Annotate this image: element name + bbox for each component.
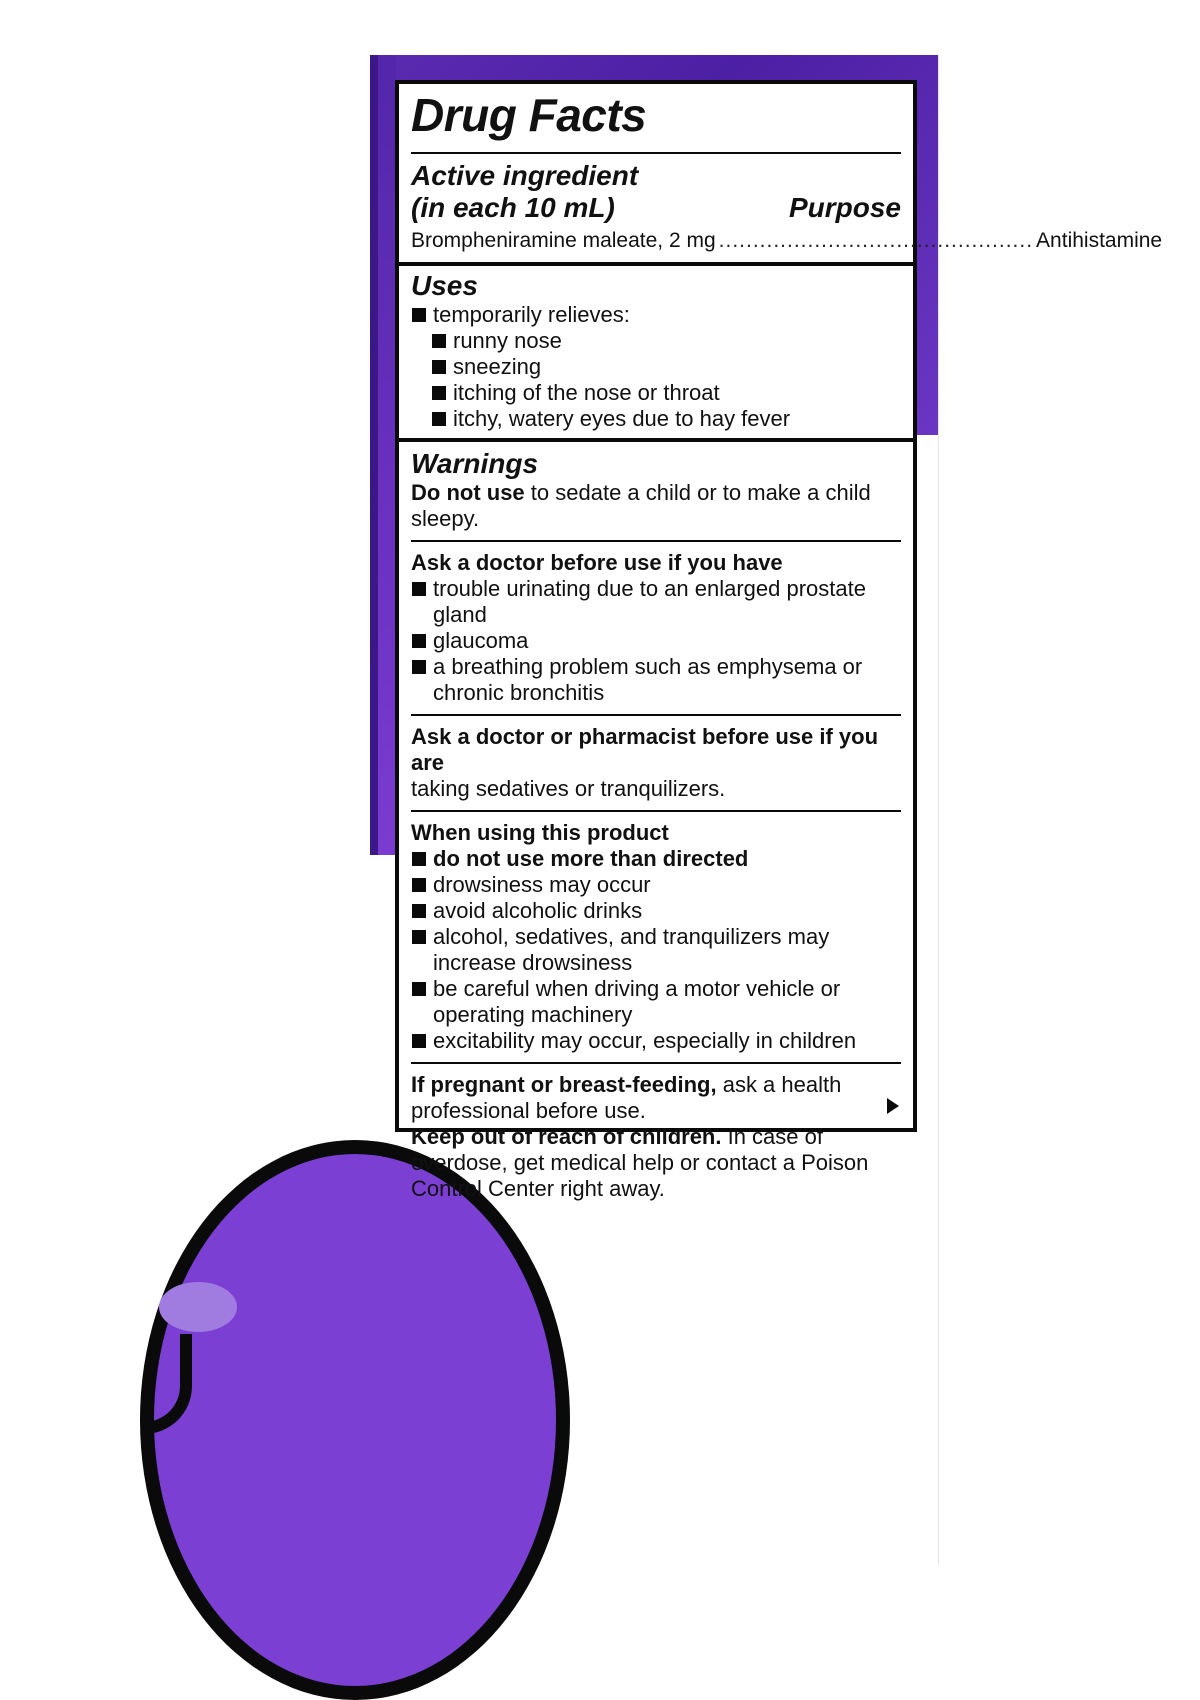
- keep-out-text: In case of overdose, get medical help or contact a Poison Control Center right away.: [411, 1124, 869, 1201]
- uses-item: itching of the nose or throat: [453, 380, 720, 405]
- list-item: [411, 380, 901, 406]
- warning-divider: [411, 1062, 901, 1064]
- warning-divider: [411, 810, 901, 812]
- do-not-use-text: to sedate a child or to make a child sleepy.: [411, 480, 871, 531]
- ask-doctor-item: a breathing problem such as emphysema or chronic bronchitis: [433, 654, 863, 705]
- when-using-item: drowsiness may occur: [433, 872, 651, 897]
- mascot-highlight: [159, 1282, 237, 1332]
- purple-left-shadow: [370, 55, 378, 855]
- warnings-section: [411, 442, 901, 1202]
- uses-item: itchy, watery eyes due to hay fever: [453, 406, 791, 431]
- list-item: [411, 576, 901, 628]
- list-item: [411, 924, 901, 976]
- list-item: [411, 654, 901, 706]
- square-bullet-icon: [412, 904, 426, 918]
- square-bullet-icon: [432, 412, 446, 426]
- list-item: [411, 976, 901, 1028]
- list-item: [411, 406, 901, 432]
- uses-item: sneezing: [453, 354, 542, 379]
- warning-divider: [411, 714, 901, 716]
- when-using-heading: When using this product: [411, 820, 669, 845]
- ingredient-name: Brompheniramine maleate, 2 mg: [411, 229, 716, 252]
- square-bullet-icon: [432, 334, 446, 348]
- ask-pharmacist-heading: Ask a doctor or pharmacist before use if you are: [411, 724, 879, 775]
- ask-doctor-heading: Ask a doctor before use if you have: [411, 550, 783, 575]
- active-ingredient-subheading: (in each 10 mL): [411, 192, 615, 223]
- square-bullet-icon: [412, 634, 426, 648]
- square-bullet-icon: [432, 360, 446, 374]
- square-bullet-icon: [412, 982, 426, 996]
- list-item: [411, 846, 901, 872]
- do-not-use-line: [411, 480, 901, 532]
- pregnancy-text: ask a health professional before use.: [411, 1072, 842, 1123]
- when-using-item: avoid alcoholic drinks: [433, 898, 643, 923]
- uses-item: runny nose: [453, 328, 562, 353]
- mascot-area: [370, 1140, 938, 1565]
- ask-pharmacist-text: taking sedatives or tranquilizers.: [411, 776, 726, 801]
- list-item: [411, 872, 901, 898]
- leader-dots: ..............................................: [718, 229, 1034, 252]
- grape-mascot-icon: [140, 1140, 570, 1700]
- uses-heading: Uses: [411, 270, 478, 301]
- square-bullet-icon: [412, 878, 426, 892]
- active-heading-row: [411, 192, 901, 224]
- ask-doctor-item: glaucoma: [433, 628, 529, 653]
- warnings-heading: Warnings: [411, 448, 539, 479]
- square-bullet-icon: [432, 386, 446, 400]
- purpose-heading: Purpose: [788, 192, 901, 223]
- square-bullet-icon: [412, 582, 426, 596]
- do-not-use-label: Do not use: [411, 480, 525, 505]
- pregnancy-warning: [411, 1072, 901, 1124]
- pregnancy-label: If pregnant or breast-feeding,: [411, 1072, 717, 1097]
- keep-out-warning: [411, 1124, 901, 1202]
- triangle-right-icon: [887, 1098, 899, 1114]
- active-ingredient-heading: Active ingredient: [411, 160, 639, 191]
- warning-divider: [411, 540, 901, 542]
- ingredient-row: [411, 226, 1163, 256]
- when-using-item: alcohol, sedatives, and tranquilizers may increase drowsiness: [433, 924, 830, 975]
- list-item: [411, 628, 901, 654]
- ingredient-purpose: Antihistamine: [1036, 229, 1163, 252]
- uses-section: [411, 266, 901, 438]
- list-item: [411, 302, 901, 328]
- uses-intro: temporarily relieves:: [433, 302, 630, 327]
- square-bullet-icon: [412, 852, 426, 866]
- drug-facts-panel: [395, 80, 1163, 1201]
- when-using-item: be careful when driving a motor vehicle or operating machinery: [433, 976, 841, 1027]
- square-bullet-icon: [412, 308, 426, 322]
- square-bullet-icon: [412, 1034, 426, 1048]
- list-item: [411, 898, 901, 924]
- list-item: [411, 354, 901, 380]
- list-item: [411, 1028, 901, 1054]
- when-using-item: excitability may occur, especially in children: [433, 1028, 857, 1053]
- keep-out-label: Keep out of reach of children.: [411, 1124, 722, 1149]
- drug-facts-title: Drug Facts: [411, 86, 901, 154]
- when-using-bold-item: do not use more than directed: [433, 846, 749, 871]
- square-bullet-icon: [412, 930, 426, 944]
- ask-doctor-item: trouble urinating due to an enlarged prostate gland: [433, 576, 866, 627]
- mascot-eye: [144, 1334, 192, 1434]
- square-bullet-icon: [412, 660, 426, 674]
- active-ingredient-section: [411, 154, 1163, 262]
- list-item: [411, 328, 901, 354]
